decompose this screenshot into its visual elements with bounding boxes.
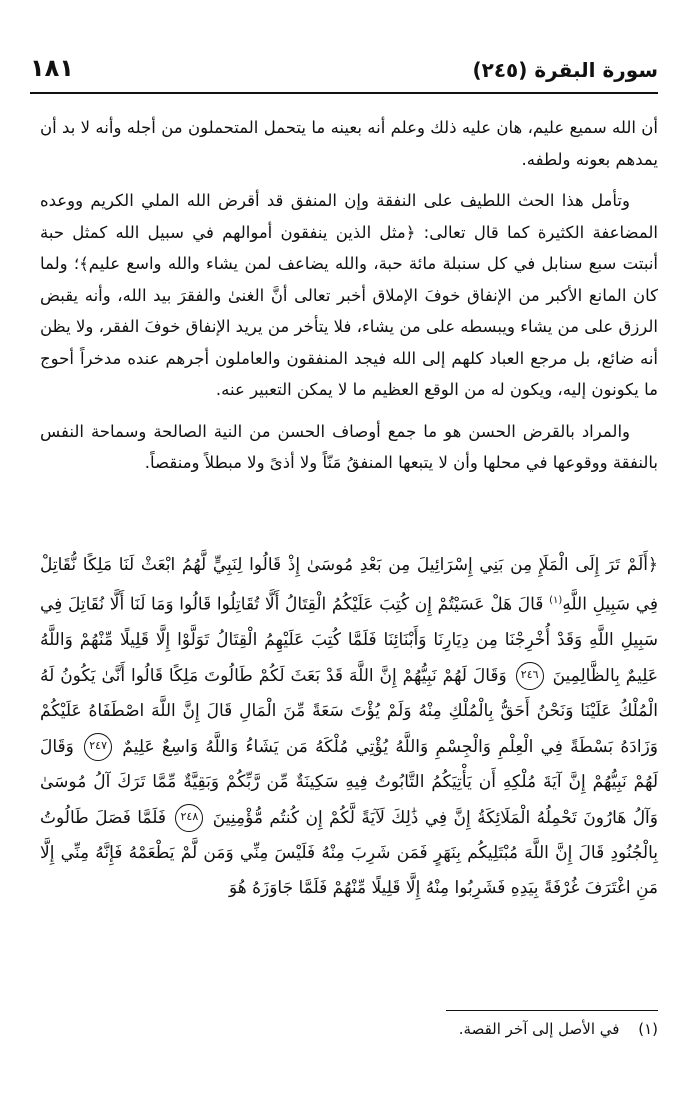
footnote-marker: (١) bbox=[549, 595, 563, 607]
footnote-number: (١) bbox=[638, 1020, 658, 1038]
ayah-number-246: ٢٤٦ bbox=[516, 662, 544, 690]
verse-text-2: قَالَ هَلْ عَسَيْتُمْ إِن كُتِبَ عَلَيْكُمُ الْقِتَالُ أَلَّا تُقَاتِلُوا قَالُوا وَمَا لَنَا أَلَّا نُقَاتِلَ فِي سَبِيلِ اللَّهِ وَقَدْ أُخْرِجْنَا مِن دِيَارِنَا وَأَبْنَائِنَا فَلَمَّا كُتِبَ عَلَيْهِمُ الْقِتَالُ تَوَلَّوْا إِلَّا قَلِيلًا مِّنْهُمْ وَاللَّهُ عَلِيمٌ بِالظَّالِمِينَ bbox=[40, 595, 658, 686]
verse-text-4: وَقَالَ لَهُمْ نَبِيُّهُمْ إِنَّ آيَةَ مُلْكِهِ أَن يَأْتِيَكُمُ التَّابُوتُ فِيهِ سَكِينَةٌ مِّن رَّبِّكُمْ وَبَقِيَّةٌ مِّمَّا تَرَكَ آلُ مُوسَىٰ وَآلُ هَارُونَ تَحْمِلُهُ الْمَلَائِكَةُ إِنَّ فِي ذَٰلِكَ لَآيَةً لَّكُمْ إِن كُنتُم مُّؤْمِنِينَ bbox=[40, 736, 658, 828]
footnote-rule bbox=[446, 1010, 658, 1011]
page-header bbox=[30, 50, 658, 94]
verse-text-1: ﴿أَلَمْ تَرَ إِلَى الْمَلَإِ مِن بَنِي إِسْرَائِيلَ مِن بَعْدِ مُوسَىٰ إِذْ قَالُوا لِنَبِيٍّ لَّهُمُ ابْعَثْ لَنَا مَلِكًا نُّقَاتِلْ فِي سَبِيلِ اللَّهِ bbox=[40, 555, 658, 616]
header-rule bbox=[30, 92, 658, 94]
surah-title: سورة البقرة (٢٤٥) bbox=[472, 58, 658, 82]
commentary-paragraph-2: وتأمل هذا الحث اللطيف على النفقة وإن المنفق قد أقرض الله الملي الكريم ووعده المضاعفة الكثيرة كما قال تعالى: ﴿مثل الذين ينفقون أموالهم في سبيل الله كمثل حبة أنبتت سبع سنابل في كل سنبلة مائة حبة، والله يضاعف لمن يشاء والله واسع عليم﴾؛ ولما كان المانع الأكبر من الإنفاق خوفَ الإملاق أخبر تعالى أنَّ الغنىٰ والفقرَ بيد الله، وأنه يقبض الرزق على من يشاء ويبسطه على من يشاء، فلا يتأخر من يريد الإنفاق خوفَ الفقر، ولا يظن أنه ضائع، بل مرجع العباد كلهم إلى الله فيجد المنفقون والعاملون أجرهم عنده مدخراً أحوج ما يكونون إليه، ويكون له من الوقع العظيم ما لا يمكن التعبير عنه. bbox=[40, 191, 658, 399]
ayah-number-247: ٢٤٧ bbox=[84, 733, 112, 761]
verse-text-5: فَلَمَّا فَصَلَ طَالُوتُ بِالْجُنُودِ قَالَ إِنَّ اللَّهَ مُبْتَلِيكُم بِنَهَرٍ فَمَن شَرِبَ مِنْهُ فَلَيْسَ مِنِّي وَمَن لَّمْ يَطْعَمْهُ فَإِنَّهُ مِنِّي إِلَّا مَنِ اغْتَرَفَ غُرْفَةً بِيَدِهِ فَشَرِبُوا مِنْهُ إِلَّا قَلِيلًا مِّنْهُمْ فَلَمَّا جَاوَزَهُ هُوَ bbox=[40, 807, 658, 899]
footnote bbox=[300, 1020, 658, 1038]
footnote-text: في الأصل إلى آخر القصة. bbox=[458, 1020, 620, 1038]
verse-text-3: وَقَالَ لَهُمْ نَبِيُّهُمْ إِنَّ اللَّهَ قَدْ بَعَثَ لَكُمْ طَالُوتَ مَلِكًا قَالُوا أَنَّىٰ يَكُونُ لَهُ الْمُلْكُ عَلَيْنَا وَنَحْنُ أَحَقُّ بِالْمُلْكِ مِنْهُ وَلَمْ يُؤْتَ سَعَةً مِّنَ الْمَالِ قَالَ إِنَّ اللَّهَ اصْطَفَاهُ عَلَيْكُمْ وَزَادَهُ بَسْطَةً فِي الْعِلْمِ وَالْجِسْمِ وَاللَّهُ يُؤْتِي مُلْكَهُ مَن يَشَاءُ وَاللَّهُ وَاسِعٌ عَلِيمٌ bbox=[40, 665, 658, 757]
page-number: ١٨١ bbox=[30, 54, 74, 82]
commentary-paragraph-3: والمراد بالقرض الحسن هو ما جمع أوصاف الحسن من النية الصالحة وسماحة النفس بالنفقة ووقوعها في محلها وأن لا يتبعها المنفقُ مَنّاً ولا أذىً ولا مبطلاً ومنقصاً. bbox=[40, 421, 658, 472]
ayah-number-248: ٢٤٨ bbox=[175, 804, 203, 832]
commentary-text bbox=[40, 112, 658, 479]
quran-verses bbox=[40, 548, 658, 907]
commentary-paragraph-1: أن الله سميع عليم، هان عليه ذلك وعلم أنه بعينه ما يتحمل المتحملون من أجله وأنه لا بد أن يمدهم بعونه ولطفه. bbox=[40, 118, 658, 169]
